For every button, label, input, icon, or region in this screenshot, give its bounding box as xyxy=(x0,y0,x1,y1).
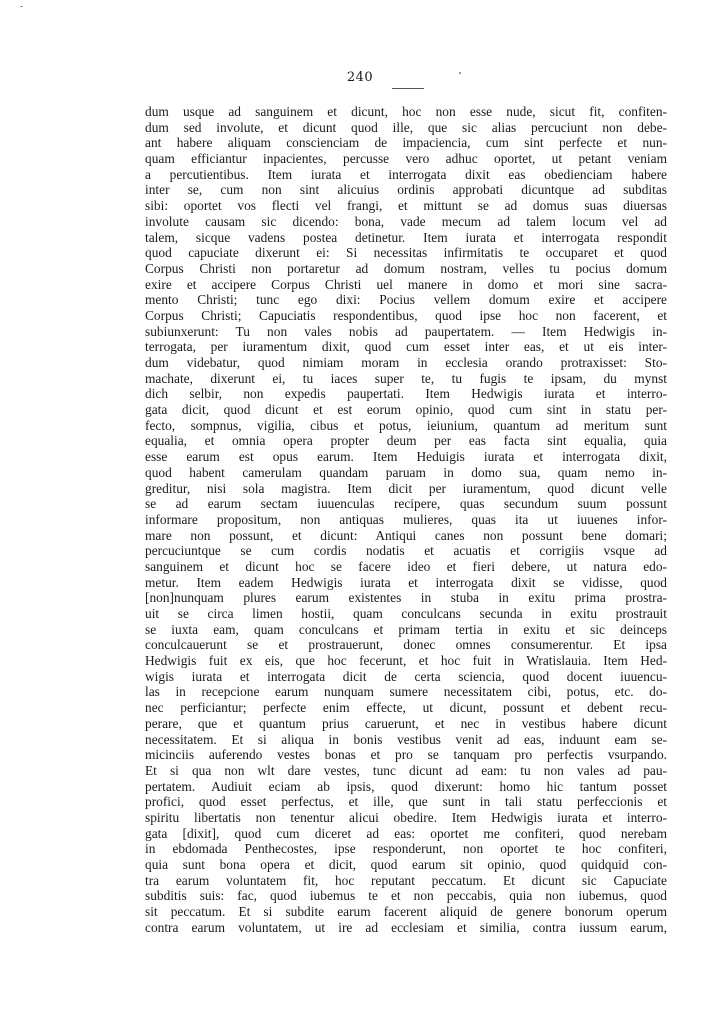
text-line: talem, sicque vadens postea detinetur. Item iurata et interrogata respondit xyxy=(145,229,667,245)
text-line: tra earum voluntatem fit, hoc reputant peccatum. Et dicunt sic Capuciate xyxy=(145,872,667,888)
text-line: micinciis auferendo vestes bonas et pro se tanquam pro perfectis vsurpando. xyxy=(145,747,667,763)
text-line: [non]nunquam plures earum existentes in stuba in exitu prima prostra- xyxy=(145,590,667,606)
text-line: uit se circa limen hostii, quam conculcans secunda in exitu prostrauit xyxy=(145,606,667,621)
text-line: terrogata, per iuramentum dixit, quod cum esset inter eas, et ut eis inter- xyxy=(145,339,667,355)
margin-speck xyxy=(459,72,461,74)
text-line: mare non possunt, et dicunt: Antiqui canes non possunt bene domari; xyxy=(145,527,667,543)
text-line: informare propositum, non antiquas mulieres, quas ita ut iuuenes infor- xyxy=(145,511,667,527)
text-line: se iuxta eam, quam conculcans et primam tertia in exitu et sic deinceps xyxy=(145,621,667,637)
text-line: dum videbatur, quod nimiam moram in ecclesia orando protraxisset: Sto- xyxy=(145,355,667,370)
text-line: las in recepcione earum nunquam sumere necessitatem cibi, potus, etc. do- xyxy=(145,684,667,700)
text-line: Corpus Christi non portaretur ad domum nostram, velles tu pocius domum xyxy=(145,260,667,276)
text-line: profici, quod esset perfectus, et ille, que sunt in tali statu perfeccionis et xyxy=(145,794,667,810)
text-line: dich selbir, non expedis paupertati. Item Hedwigis iurata et interro- xyxy=(145,386,667,402)
text-line: gata [dixit], quod cum diceret ad eas: oportet me confiteri, quod nerebam xyxy=(145,825,667,841)
text-line: fecto, sompnus, vigilia, cibus et potus, ieiunium, quantum ad meritum sunt xyxy=(145,417,667,433)
text-line: esse earum est opus earum. Item Heduigis iurata et interrogata dixit, xyxy=(145,449,667,465)
text-line: spiritu libertatis non tenentur alicui obedire. Item Hedwigis iurata et interro- xyxy=(145,809,667,825)
text-line: inter se, cum non sint alicuius ordinis approbati dicuntque ad subditas xyxy=(145,182,667,198)
text-line: machate, dixerunt ei, tu iaces super te, tu fugis te ipsam, du mynst xyxy=(145,370,667,386)
text-line: dum sed involute, et dicunt quod ille, que sic alias percuciunt non debe- xyxy=(145,119,667,135)
page-number: 240 xyxy=(346,70,374,85)
text-line: necessitatem. Et si aliqua in bonis vestibus venit ad eas, induunt eam se- xyxy=(145,731,667,747)
text-line: conculcauerunt se et prostrauerunt, donec omnes consumerentur. Et ipsa xyxy=(145,637,667,653)
text-line: quam efficiantur inpacientes, percusse vero adhuc oportet, ut petant veniam xyxy=(145,151,667,167)
text-line: in ebdomada Penthecostes, ipse responderunt, non oportet te hoc confiteri, xyxy=(145,841,667,857)
text-line: sibi: oportet vos flecti vel frangi, et mittunt se ad domus suas diuersas xyxy=(145,198,667,214)
text-line: involute causam sic dicendo: bona, vade mecum ad talem locum vel ad xyxy=(145,213,667,229)
text-line: perare, que et quantum prius caruerunt, et nec in vestibus habere dicunt xyxy=(145,715,667,731)
text-line: exire et accipere Corpus Christi uel manere in domo et mori sine sacra- xyxy=(145,276,667,292)
text-line: metur. Item eadem Hedwigis iurata et interrogata dixit se vidisse, quod xyxy=(145,574,667,590)
text-line: subiunxerunt: Tu non vales nobis ad paupertatem. — Item Hedwigis in- xyxy=(145,323,667,339)
text-line: gata dicit, quod dicunt et est eorum opinio, quod cum sint in statu per- xyxy=(145,402,667,418)
text-line: percuciuntque se cum cordis nodatis et acuatis et corrigiis vsque ad xyxy=(145,543,667,559)
text-line: quia sunt bona opera et dicit, quod earum sit opinio, quod quidquid con- xyxy=(145,857,667,872)
page-number-rule xyxy=(392,88,424,89)
document-body xyxy=(145,104,667,946)
text-line: pertatem. Audiuit eciam ab ipsis, quod dixerunt: homo hic tantum posset xyxy=(145,778,667,794)
text-line: Hedwigis fuit ex eis, que hoc fecerunt, et hoc fuit in Wratislauia. Item Hed- xyxy=(145,653,667,669)
text-line: quod habent camerulam quandam paruam in domo sua, quam nemo in- xyxy=(145,464,667,480)
text-line: a percutientibus. Item iurata et interrogata dixit eas obedienciam habere xyxy=(145,166,667,182)
text-line: sanguinem et dicunt hoc se facere ideo et fieri debere, ut natura edo- xyxy=(145,558,667,574)
text-line: contra earum voluntatem, ut ire ad ecclesiam et similia, contra iussum earum, xyxy=(145,919,667,935)
text-line: subditis suis: fac, quod iubemus te et non peccabis, quia non iubemus, quod xyxy=(145,888,667,904)
margin-speck xyxy=(20,6,23,7)
text-line: mento Christi; tunc ego dixi: Pocius vellem domum exire et accipere xyxy=(145,292,667,308)
text-line: sit peccatum. Et si subdite earum facerent aliquid de genere bonorum operum xyxy=(145,904,667,920)
text-line: quod capuciate dixerunt ei: Si necessitas infirmitatis te occuparet et quod xyxy=(145,245,667,261)
text-line: dum usque ad sanguinem et dicunt, hoc non esse nude, sicut fit, confiten- xyxy=(145,104,667,119)
text-line: equalia, et omnia opera propter deum per eas facta sint equalia, quia xyxy=(145,433,667,449)
text-line: wigis iurata et interrogata dicit de certa sciencia, quod docent iuuencu- xyxy=(145,668,667,684)
text-line: Corpus Christi; Capuciatis respondentibus, quod ipse hoc non facerent, et xyxy=(145,307,667,323)
text-line: ant habere aliquam conscienciam de impaciencia, cum sint perfecte et nun- xyxy=(145,135,667,151)
text-line: se ad earum sectam iuuenculas recipere, quas secundum suum possunt xyxy=(145,496,667,512)
text-line: greditur, nisi sola magistra. Item dicit per iuramentum, quod dicunt velle xyxy=(145,480,667,496)
text-line: Et si qua non wlt dare vestes, tunc dicunt ad eam: tu non vales ad pau- xyxy=(145,762,667,778)
text-line: nec perficiantur; perfecte enim effecte, ut dicunt, possunt et debent recu- xyxy=(145,700,667,716)
